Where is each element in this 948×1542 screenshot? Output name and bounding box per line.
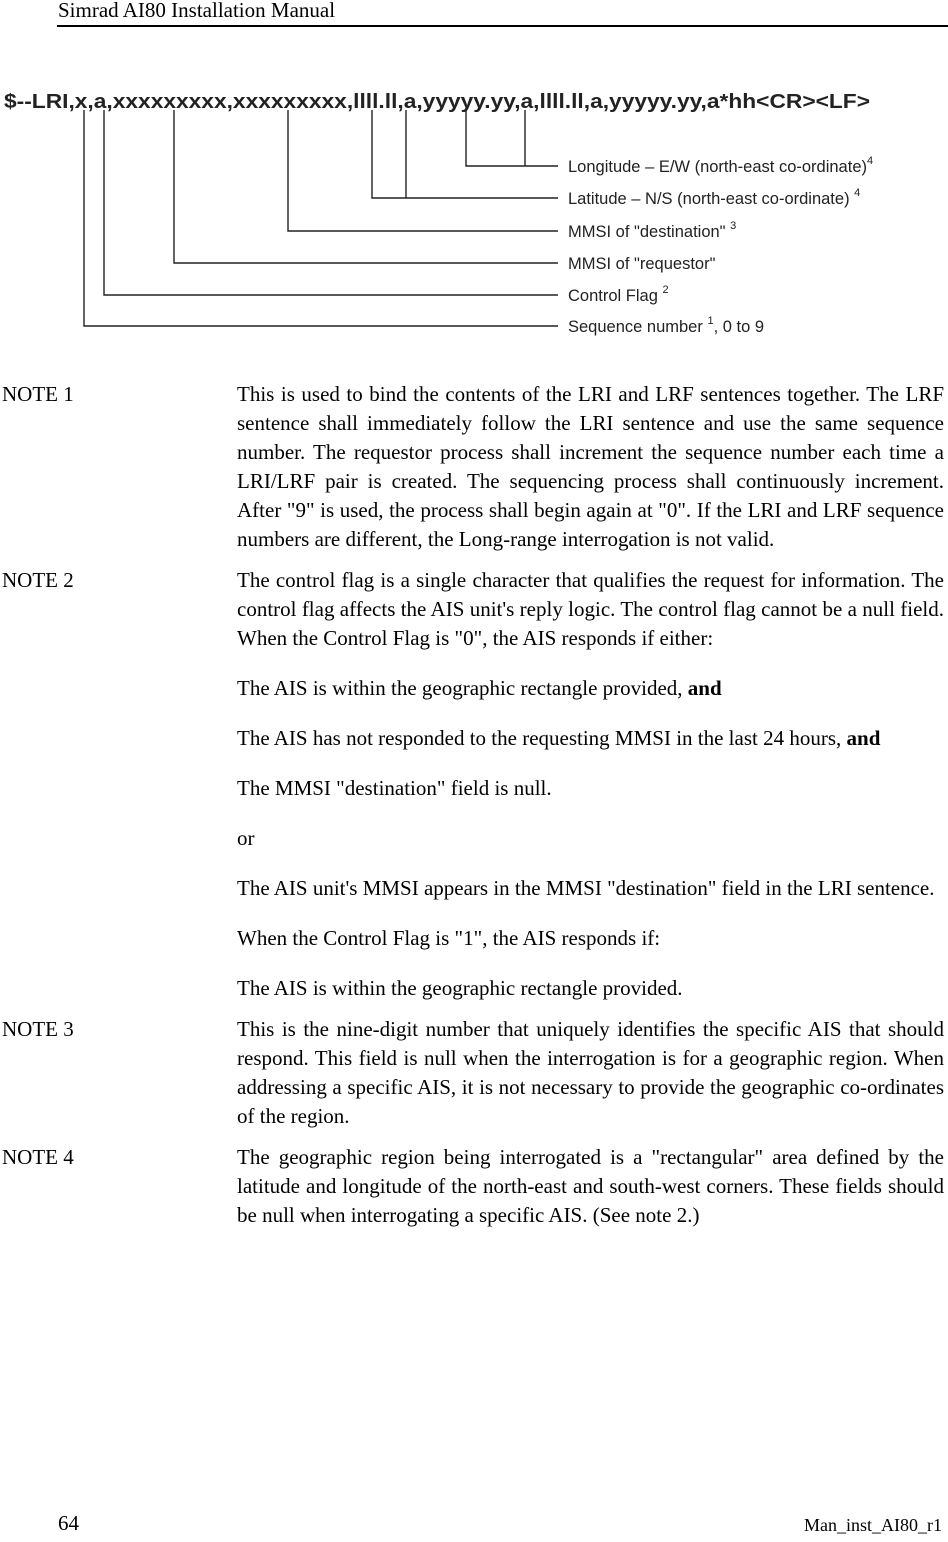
- header-divider: [57, 25, 948, 27]
- note-paragraph: The AIS is within the geographic rectangle provided.: [237, 976, 683, 1000]
- note-label: NOTE 2: [2, 568, 74, 592]
- note-2: [0, 566, 948, 1003]
- leader-control-flag: [104, 110, 558, 295]
- notes-section: [0, 380, 948, 1242]
- note-paragraph: or: [237, 826, 255, 850]
- label-mmsi-requestor: MMSI of "requestor": [568, 255, 716, 273]
- note-paragraph: When the Control Flag is "1", the AIS responds if:: [237, 926, 661, 950]
- lri-sentence-diagram: [0, 78, 948, 340]
- leader-lines: [84, 110, 558, 326]
- note-paragraph: The AIS is within the geographic rectangle provided, and: [237, 676, 722, 700]
- note-1: [0, 380, 948, 554]
- header-title: Simrad AI80 Installation Manual: [58, 0, 336, 22]
- leader-mmsi-requestor: [174, 110, 558, 263]
- label-longitude: Longitude – E/W (north-east co-ordinate)$^4$: [568, 155, 874, 176]
- leader-sequence-number: [84, 110, 558, 326]
- note-paragraph: The geographic region being interrogated is a "rectangular" area defined by the latitude and longitude of the north-east and south-west corners. These fields should be null when interrogating a specific AIS. (See note 2.): [237, 1145, 944, 1227]
- note-label: NOTE 3: [2, 1017, 74, 1041]
- note-paragraph: This is used to bind the contents of the LRI and LRF sentences together. The LRF sentence shall immediately follow the LRI sentence and use the same sequence number. The requestor process shall increment the sequence number each time a LRI/LRF pair is created. The sequencing process shall continuously increment. After "9" is used, the process shall begin again at "0". If the LRI and LRF sequence numbers are different, the Long-range interrogation is not valid.: [237, 382, 944, 551]
- note-label: NOTE 4: [2, 1145, 74, 1169]
- sentence-format: $--LRI,x,a,xxxxxxxxx,xxxxxxxxx,llll.ll,a,yyyyy.yy,a,llll.ll,a,yyyyy.yy,a*hh<CR><LF>: [4, 90, 871, 113]
- label-sequence-number: Sequence number $^1$, 0 to 9: [568, 315, 765, 336]
- note-paragraph: The control flag is a single character that qualifies the request for information. The control flag affects the AIS unit's reply logic. The control flag cannot be a null field. When the Control Flag is "0", the AIS responds if either:: [237, 568, 944, 650]
- note-3: [0, 1015, 948, 1131]
- note-paragraph: The MMSI "destination" field is null.: [237, 776, 552, 800]
- label-control-flag: Control Flag $^2$: [568, 284, 669, 305]
- page-number: 64: [58, 1511, 79, 1535]
- note-paragraph: The AIS has not responded to the requesting MMSI in the last 24 hours, and: [237, 726, 881, 750]
- leader-latitude: [372, 110, 558, 198]
- label-mmsi-destination: MMSI of "destination" $^3$: [568, 220, 737, 241]
- leader-longitude: [466, 110, 558, 166]
- document-id: Man_inst_AI80_r1: [804, 1515, 942, 1535]
- note-4: [0, 1143, 948, 1230]
- note-paragraph: The AIS unit's MMSI appears in the MMSI "destination" field in the LRI sentence.: [237, 876, 935, 900]
- note-label: NOTE 1: [2, 382, 74, 406]
- label-latitude: Latitude – N/S (north-east co-ordinate) $^4$: [568, 187, 861, 208]
- note-paragraph: This is the nine-digit number that uniquely identifies the specific AIS that should respond. This field is null when the interrogation is for a geographic region. When addressing a specific AIS, it is not necessary to provide the geographic co-ordinates of the region.: [237, 1017, 944, 1128]
- leader-mmsi-destination: [288, 110, 558, 231]
